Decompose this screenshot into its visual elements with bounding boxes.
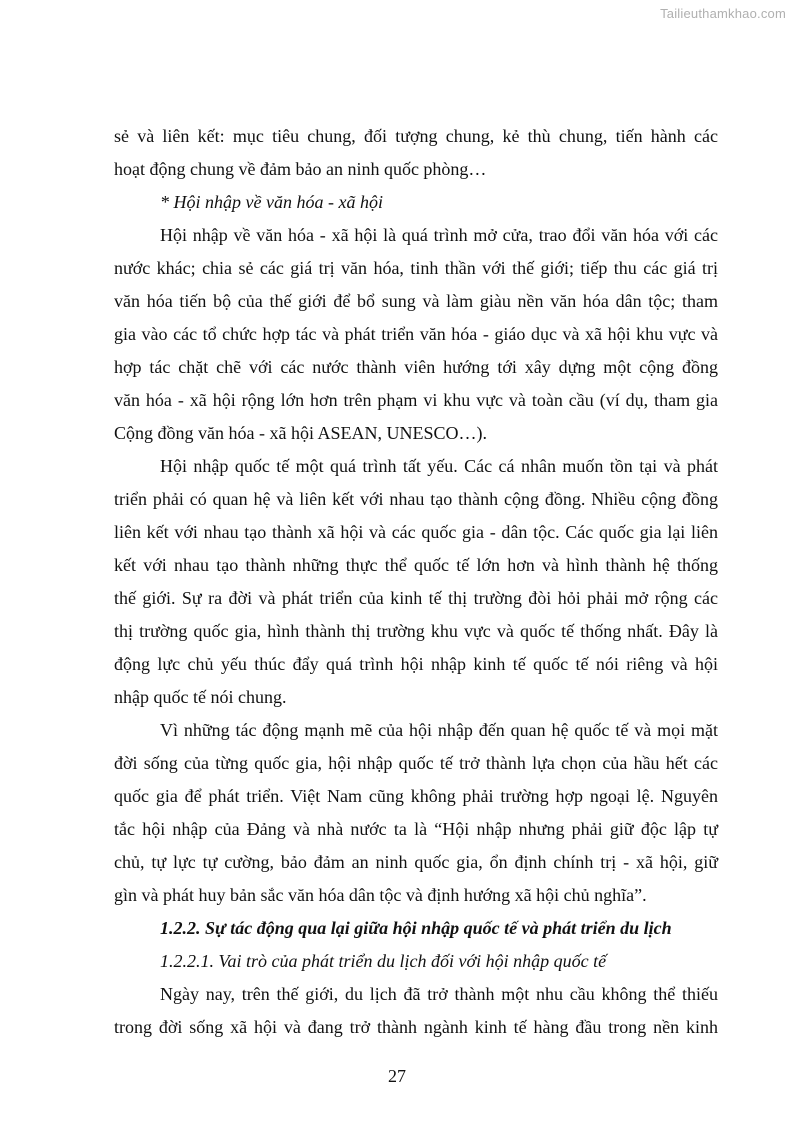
body-line: đời sống của từng quốc gia, hội nhập quốc tế trở thành lựa chọn của hầu hết các: [114, 753, 718, 773]
body-line: nhập quốc tế nói chung.: [114, 687, 287, 707]
body-line: gìn và phát huy bản sắc văn hóa dân tộc và định hướng xã hội chủ nghĩa”.: [114, 885, 647, 905]
body-line: tắc hội nhập của Đảng và nhà nước ta là “Hội nhập nhưng phải giữ độc lập tự: [114, 819, 718, 839]
body-line: sẻ và liên kết: mục tiêu chung, đối tượng chung, kẻ thù chung, tiến hành các: [114, 126, 718, 146]
body-line: chủ, tự lực tự cường, bảo đảm an ninh quốc gia, ổn định chính trị - xã hội, giữ: [114, 852, 718, 872]
body-line: văn hóa tiến bộ của thế giới để bổ sung và làm giàu nền văn hóa dân tộc; tham: [114, 291, 718, 311]
watermark-text: Tailieuthamkhao.com: [660, 6, 786, 21]
body-line: Hội nhập về văn hóa - xã hội là quá trình mở cửa, trao đổi văn hóa với các: [160, 225, 718, 245]
body-line: động lực chủ yếu thúc đẩy quá trình hội nhập kinh tế quốc tế nói riêng và hội: [114, 654, 718, 674]
body-line: thế giới. Sự ra đời và phát triển của kinh tế thị trường đòi hỏi phải mở rộng các: [114, 588, 718, 608]
body-line: thị trường quốc gia, hình thành thị trường khu vực và quốc tế thống nhất. Đây là: [114, 621, 718, 641]
body-line: nước khác; chia sẻ các giá trị văn hóa, tinh thần với thế giới; tiếp thu các giá trị: [114, 258, 718, 278]
subsection-heading-1-2-2-1: 1.2.2.1. Vai trò của phát triển du lịch đối với hội nhập quốc tế: [160, 951, 607, 971]
body-line: liên kết với nhau tạo thành xã hội và các quốc gia - dân tộc. Các quốc gia lại liên: [114, 522, 718, 542]
body-line: hoạt động chung về đảm bảo an ninh quốc phòng…: [114, 159, 487, 179]
body-line: kết với nhau tạo thành những thực thể quốc tế lớn hơn và hình thành hệ thống: [114, 555, 718, 575]
section-heading-1-2-2: 1.2.2. Sự tác động qua lại giữa hội nhập quốc tế và phát triển du lịch: [160, 918, 672, 938]
body-line: Ngày nay, trên thế giới, du lịch đã trở thành một nhu cầu không thể thiếu: [160, 984, 718, 1004]
page-number: 27: [388, 1066, 406, 1086]
body-line: văn hóa - xã hội rộng lớn hơn trên phạm vi khu vực và toàn cầu (ví dụ, tham gia: [114, 390, 718, 410]
body-line: Hội nhập quốc tế một quá trình tất yếu. Các cá nhân muốn tồn tại và phát: [160, 456, 718, 476]
section-heading-culture-society: * Hội nhập về văn hóa - xã hội: [160, 192, 383, 212]
body-line: quốc gia để phát triển. Việt Nam cũng không phải trường hợp ngoại lệ. Nguyên: [114, 786, 718, 806]
body-line: gia vào các tổ chức hợp tác và phát triển văn hóa - giáo dục và xã hội khu vực và: [114, 324, 718, 344]
body-line: Vì những tác động mạnh mẽ của hội nhập đến quan hệ quốc tế và mọi mặt: [160, 720, 718, 740]
document-body: [114, 120, 718, 1044]
body-line: hợp tác chặt chẽ với các nước thành viên hướng tới xây dựng một cộng đồng: [114, 357, 718, 377]
body-line: trong đời sống xã hội và đang trở thành ngành kinh tế hàng đầu trong nền kinh: [114, 1017, 718, 1037]
body-line: triển phải có quan hệ và liên kết với nhau tạo thành cộng đồng. Nhiều cộng đồng: [114, 489, 718, 509]
body-line: Cộng đồng văn hóa - xã hội ASEAN, UNESCO…).: [114, 423, 487, 443]
